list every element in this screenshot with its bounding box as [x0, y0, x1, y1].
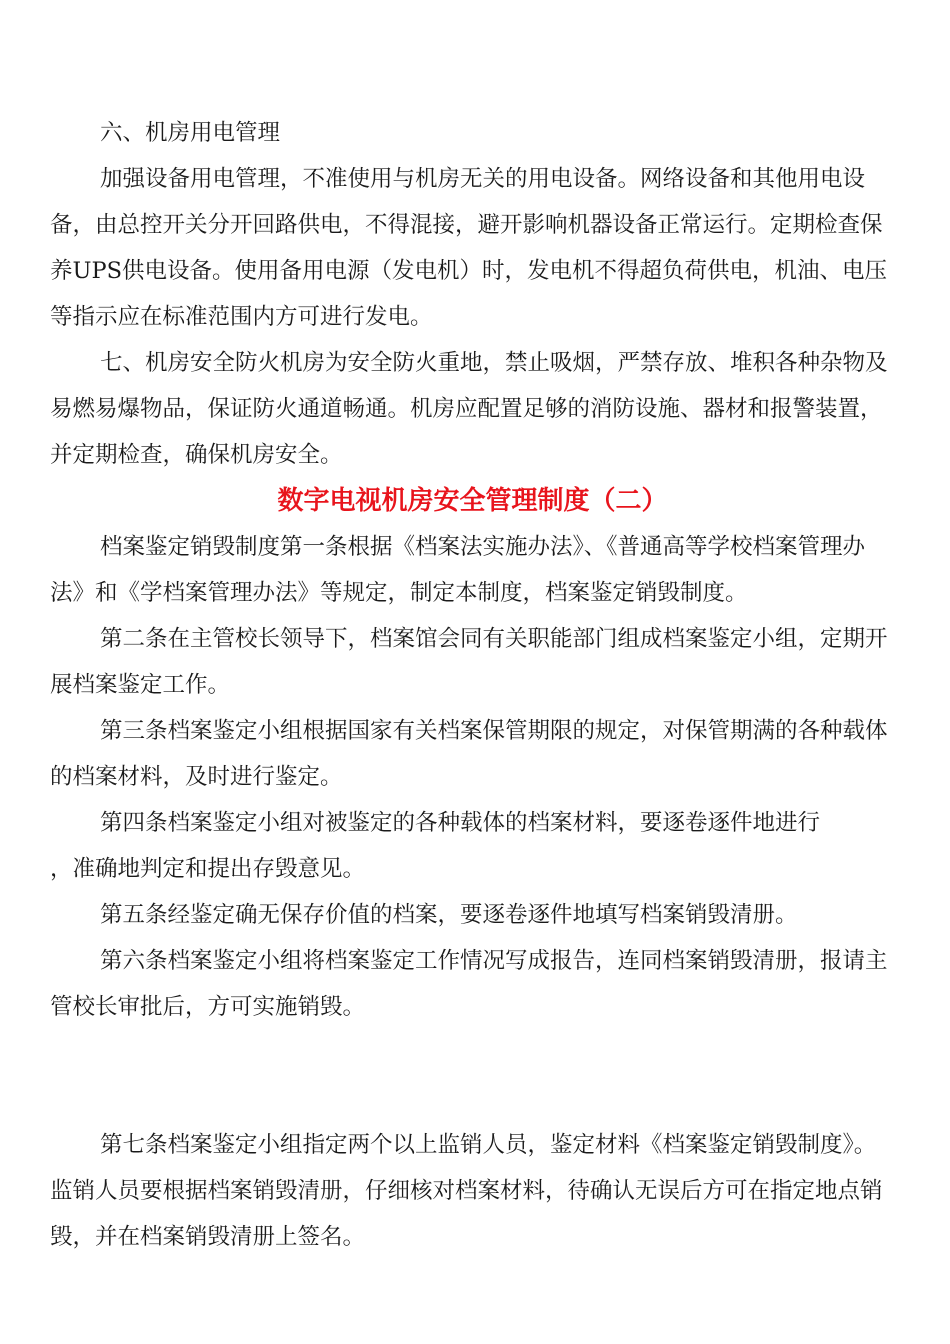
text-line: 第四条档案鉴定小组对被鉴定的各种载体的档案材料，要逐卷逐件地进行 [100, 810, 821, 836]
text-line: 的档案材料，及时进行鉴定。 [50, 764, 343, 790]
document-title: 数字电视机房安全管理制度（二） [277, 486, 668, 516]
text-line: 加强设备用电管理，不准使用与机房无关的用电设备。网络设备和其他用电设 [100, 166, 866, 192]
text-line: 第二条在主管校长领导下，档案馆会同有关职能部门组成档案鉴定小组，定期开 [100, 626, 888, 652]
text-line: 法》和《学档案管理办法》等规定，制定本制度，档案鉴定销毁制度。 [50, 580, 748, 606]
section-7-paragraph [50, 340, 895, 478]
blank-space [50, 1030, 895, 1122]
article-1 [50, 524, 895, 616]
text-line: 毁，并在档案销毁清册上签名。 [50, 1224, 366, 1250]
section-6-heading: 六、机房用电管理 [100, 120, 281, 146]
text-line: 易燃易爆物品，保证防火通道畅通。机房应配置足够的消防设施、器材和报警装置， [50, 396, 883, 422]
text-line: 养UPS供电设备。使用备用电源（发电机）时，发电机不得超负荷供电，机油、电压 [50, 258, 888, 284]
text-line: 备，由总控开关分开回路供电，不得混接，避开影响机器设备正常运行。定期检查保 [50, 212, 883, 238]
text-line: 管校长审批后，方可实施销毁。 [50, 994, 366, 1020]
text-line: 等指示应在标准范围内方可进行发电。 [50, 304, 433, 330]
section-6-paragraph [50, 156, 895, 340]
text-line: 第五条经鉴定确无保存价值的档案，要逐卷逐件地填写档案销毁清册。 [100, 902, 798, 928]
article-4 [50, 800, 895, 892]
text-line: ，准确地判定和提出存毁意见。 [50, 856, 366, 882]
document-page [50, 110, 895, 1260]
text-line: 第六条档案鉴定小组将档案鉴定工作情况写成报告，连同档案销毁清册，报请主 [100, 948, 888, 974]
text-line: 第三条档案鉴定小组根据国家有关档案保管期限的规定，对保管期满的各种载体 [100, 718, 888, 744]
text-line: 七、机房安全防火机房为安全防火重地，禁止吸烟，严禁存放、堆积各种杂物及 [100, 350, 888, 376]
text-line: 第七条档案鉴定小组指定两个以上监销人员，鉴定材料《档案鉴定销毁制度》。 [100, 1132, 877, 1158]
article-6 [50, 938, 895, 1030]
article-2 [50, 616, 895, 708]
article-3 [50, 708, 895, 800]
text-line: 档案鉴定销毁制度第一条根据《档案法实施办法》、《普通高等学校档案管理办 [100, 534, 866, 560]
text-line: 展档案鉴定工作。 [50, 672, 231, 698]
text-line: 监销人员要根据档案销毁清册，仔细核对档案材料，待确认无误后方可在指定地点销 [50, 1178, 883, 1204]
article-5 [50, 892, 895, 938]
text-line: 并定期检查，确保机房安全。 [50, 442, 343, 468]
article-7 [50, 1122, 895, 1260]
